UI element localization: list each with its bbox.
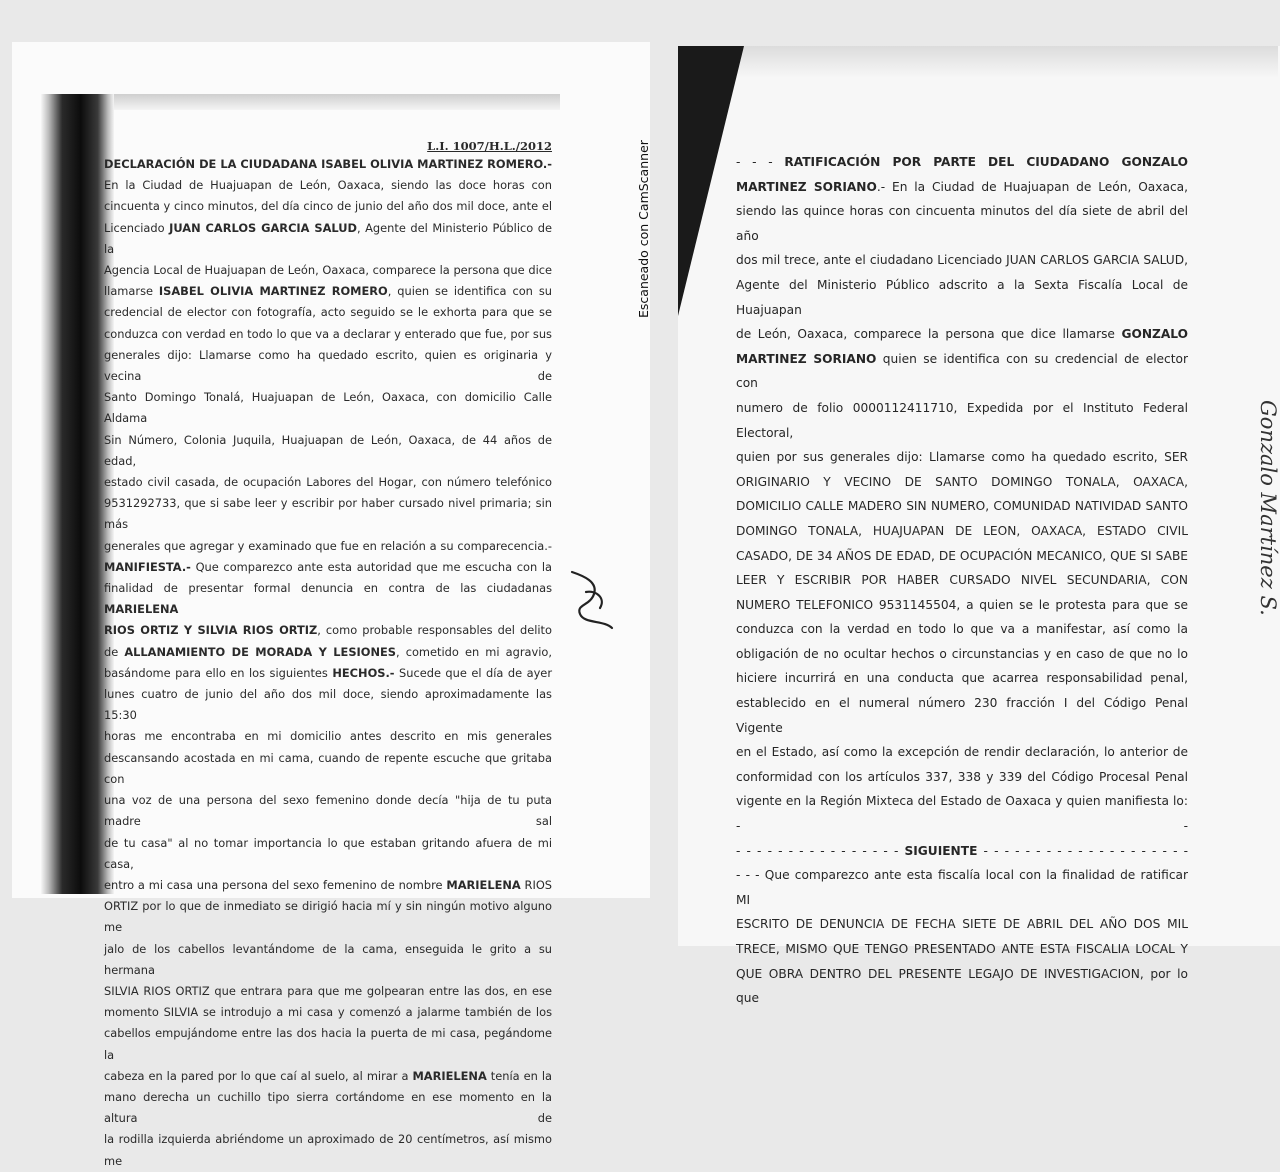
declaration-line: ORTIZ por lo que de inmediato se dirigió hacia mí y sin ningún motivo alguno me (104, 899, 552, 935)
declaration-line: Santo Domingo Tonalá, Huajuapan de León, Oaxaca, con domicilio Calle Aldama (104, 390, 552, 426)
declaration-line: SILVIA RIOS ORTIZ que entrara para que me golpearan entre las dos, en ese (104, 983, 552, 998)
declaration-line: momento SILVIA se introdujo a mi casa y comenzó a jalarme también de los (104, 1005, 552, 1020)
ratification-line: conduzca con la verdad en todo lo que va a manifestar, así como la (736, 622, 1188, 637)
declaration-line: En la Ciudad de Huajuapan de León, Oaxaca, siendo las doce horas con (104, 178, 552, 193)
ratification-line: obligación de no ocultar hechos o circunstancias y en caso de que no lo (736, 646, 1188, 661)
ratification-line: - - - Que comparezco ante esta fiscalía local con la finalidad de ratificar MI (736, 868, 1188, 907)
declaration-line: descansando acostada en mi cama, cuando de repente escuche que gritaba con (104, 750, 552, 786)
scan-shadow-top (40, 94, 560, 110)
ratification-line: numero de folio 0000112411710, Expedida por el Instituto Federal Electoral, (736, 400, 1188, 440)
declaration-title: DECLARACIÓN DE LA CIUDADANA ISABEL OLIVIA MARTINEZ ROMERO.- (104, 157, 552, 171)
ratification-line: TRECE, MISMO QUE TENGO PRESENTADO ANTE ESTA FISCALIA LOCAL Y (736, 942, 1188, 956)
declaration-line: basándome para ello en los siguientes HECHOS.- Sucede que el día de ayer (104, 665, 553, 680)
ratification-line: ORIGINARIO Y VECINO DE SANTO DOMINGO TONALA, OAXACA, (736, 474, 1188, 489)
declaration-line: MANIFIESTA.- Que comparezco ante esta autoridad que me escucha con la (104, 559, 552, 574)
ratification-line: vigente en la Región Mixteca del Estado de Oaxaca y quien manifiesta lo: - - (736, 794, 1188, 834)
declaration-line: llamarse ISABEL OLIVIA MARTINEZ ROMERO, quien se identifica con su (104, 284, 552, 299)
ratification-line: en el Estado, así como la excepción de rendir declaración, lo anterior de (736, 745, 1188, 760)
ratification-line: establecido en el numeral número 230 fracción I del Código Penal Vigente (736, 696, 1188, 735)
declaration-line: credencial de elector con fotografía, acto seguido se le exhorta para que se (104, 305, 552, 320)
signature-mark (564, 564, 620, 634)
right-document-page (678, 46, 1280, 1006)
scan-shadow-top (678, 46, 1278, 78)
declaration-line: 9531292733, que si sabe leer y escribir por haber cursado nivel primaria; sin más (104, 496, 552, 532)
declaration-line: de tu casa" al no tomar importancia lo que estaban gritando afuera de mi casa, (104, 835, 552, 871)
declaration-line: Agencia Local de Huajuapan de León, Oaxaca, comparece la persona que dice (104, 263, 552, 278)
declaration-line: horas me encontraba en mi domicilio antes descrito en mis generales (104, 729, 552, 744)
declaration-line: una voz de una persona del sexo femenino donde decía "hija de tu puta madre sal (104, 793, 552, 829)
declaration-line: jalo de los cabellos levantándome de la cama, enseguida le grito a su hermana (104, 941, 552, 977)
declaration-line: estado civil casada, de ocupación Labores del Hogar, con número telefónico (104, 475, 552, 490)
ratification-line: QUE OBRA DENTRO DEL PRESENTE LEGAJO DE INVESTIGACION, por lo que (736, 966, 1188, 1006)
ratification-line: quien por sus generales dijo: Llamarse como ha quedado escrito, SER (736, 450, 1188, 465)
ratification-line: Agente del Ministerio Público adscrito a la Sexta Fiscalía Local de Huajuapan (736, 277, 1188, 317)
declaration-line: Licenciado JUAN CARLOS GARCIA SALUD, Agente del Ministerio Público de la (104, 220, 553, 256)
ratification-line: siendo las quince horas con cincuenta minutos del día siete de abril del año (736, 204, 1188, 243)
ratification-line: MARTINEZ SORIANO quien se identifica con su credencial de elector con (736, 351, 1189, 391)
ratification-line: DOMINGO TONALA, HUAJUAPAN DE LEON, OAXACA, ESTADO CIVIL (736, 523, 1188, 538)
ratification-line: de León, Oaxaca, comparece la persona que dice llamarse GONZALO (736, 327, 1188, 342)
ratification-line: - - - - - - - - - - - - - - - - SIGUIENTE - - - - - - - - - - - - - - - - - - - - (736, 843, 1188, 858)
declaration-line: lunes cuatro de junio del año dos mil doce, siendo aproximadamente las 15:30 (104, 687, 552, 723)
declaration-line: conduzca con verdad en todo lo que va a declarar y enterado que fue, por sus (104, 326, 552, 341)
left-document-page (12, 42, 651, 1168)
ratification-line: LEER Y ESCRIBIR POR HABER CURSADO NIVEL SECUNDARIA, CON (736, 573, 1188, 588)
declaration-line: RIOS ORTIZ Y SILVIA RIOS ORTIZ, como probable responsables del delito (104, 623, 552, 638)
left-document-text (104, 138, 552, 1172)
scan-shadow-corner (678, 46, 744, 316)
ratification-body (736, 150, 1188, 1011)
scan-shadow-edge (40, 94, 114, 894)
ratification-line: hiciere incurrirá en una conducta que acarrea responsabilidad penal, (736, 671, 1188, 686)
declaration-line: de ALLANAMIENTO DE MORADA Y LESIONES, cometido en mi agravio, (104, 644, 552, 659)
ratification-line: CASADO, DE 34 AÑOS DE EDAD, DE OCUPACIÓN MECANICO, QUE SI SABE (736, 548, 1188, 563)
declaration-line: la rodilla izquierda abriéndome un aproximado de 20 centímetros, así mismo me (104, 1132, 552, 1168)
declaration-line: cabeza en la pared por lo que caí al suelo, al mirar a MARIELENA tenía en la (104, 1068, 553, 1083)
ratification-line: ESCRITO DE DENUNCIA DE FECHA SIETE DE ABRIL DEL AÑO DOS MIL (736, 917, 1188, 932)
ratification-line: DOMICILIO CALLE MADERO SIN NUMERO, COMUNIDAD NATIVIDAD SANTO (736, 499, 1188, 514)
declaration-line: generales que agregar y examinado que fue en relación a su comparecencia.- (104, 538, 552, 553)
declaration-body (104, 175, 552, 1172)
case-reference: L.I. 1007/H.L./2012 (427, 139, 552, 153)
declaration-line: finalidad de presentar formal denuncia en contra de las ciudadanas MARIELENA (104, 581, 552, 617)
ratification-line: dos mil trece, ante el ciudadano Licenciado JUAN CARLOS GARCIA SALUD, (736, 253, 1188, 268)
camscanner-watermark: Escaneado con CamScanner (636, 140, 651, 318)
ratification-line: - - - RATIFICACIÓN POR PARTE DEL CIUDADANO GONZALO (736, 155, 1188, 169)
declaration-line: generales dijo: Llamarse como ha quedado escrito, quien es originaria y vecina de (104, 347, 552, 384)
handwritten-note: Gonzalo Martínez S. (1256, 400, 1280, 616)
declaration-line: Sin Número, Colonia Juquila, Huajuapan de León, Oaxaca, de 44 años de edad, (104, 432, 552, 468)
declaration-line: entro a mi casa una persona del sexo femenino de nombre MARIELENA RIOS (104, 877, 553, 892)
declaration-line: cincuenta y cinco minutos, del día cinco de junio del año dos mil doce, ante el (104, 199, 552, 214)
ratification-line: conformidad con los artículos 337, 338 y 339 del Código Procesal Penal (736, 769, 1188, 784)
declaration-line: cabellos empujándome entre las dos hacia la puerta de mi casa, pegándome la (104, 1026, 552, 1062)
declaration-line: mano derecha un cuchillo tipo sierra cortándome en ese momento en la altura de (104, 1089, 552, 1126)
ratification-line: NUMERO TELEFONICO 9531145504, a quien se le protesta para que se (736, 597, 1188, 612)
ratification-line: MARTINEZ SORIANO.- En la Ciudad de Huajuapan de León, Oaxaca, (736, 179, 1188, 194)
